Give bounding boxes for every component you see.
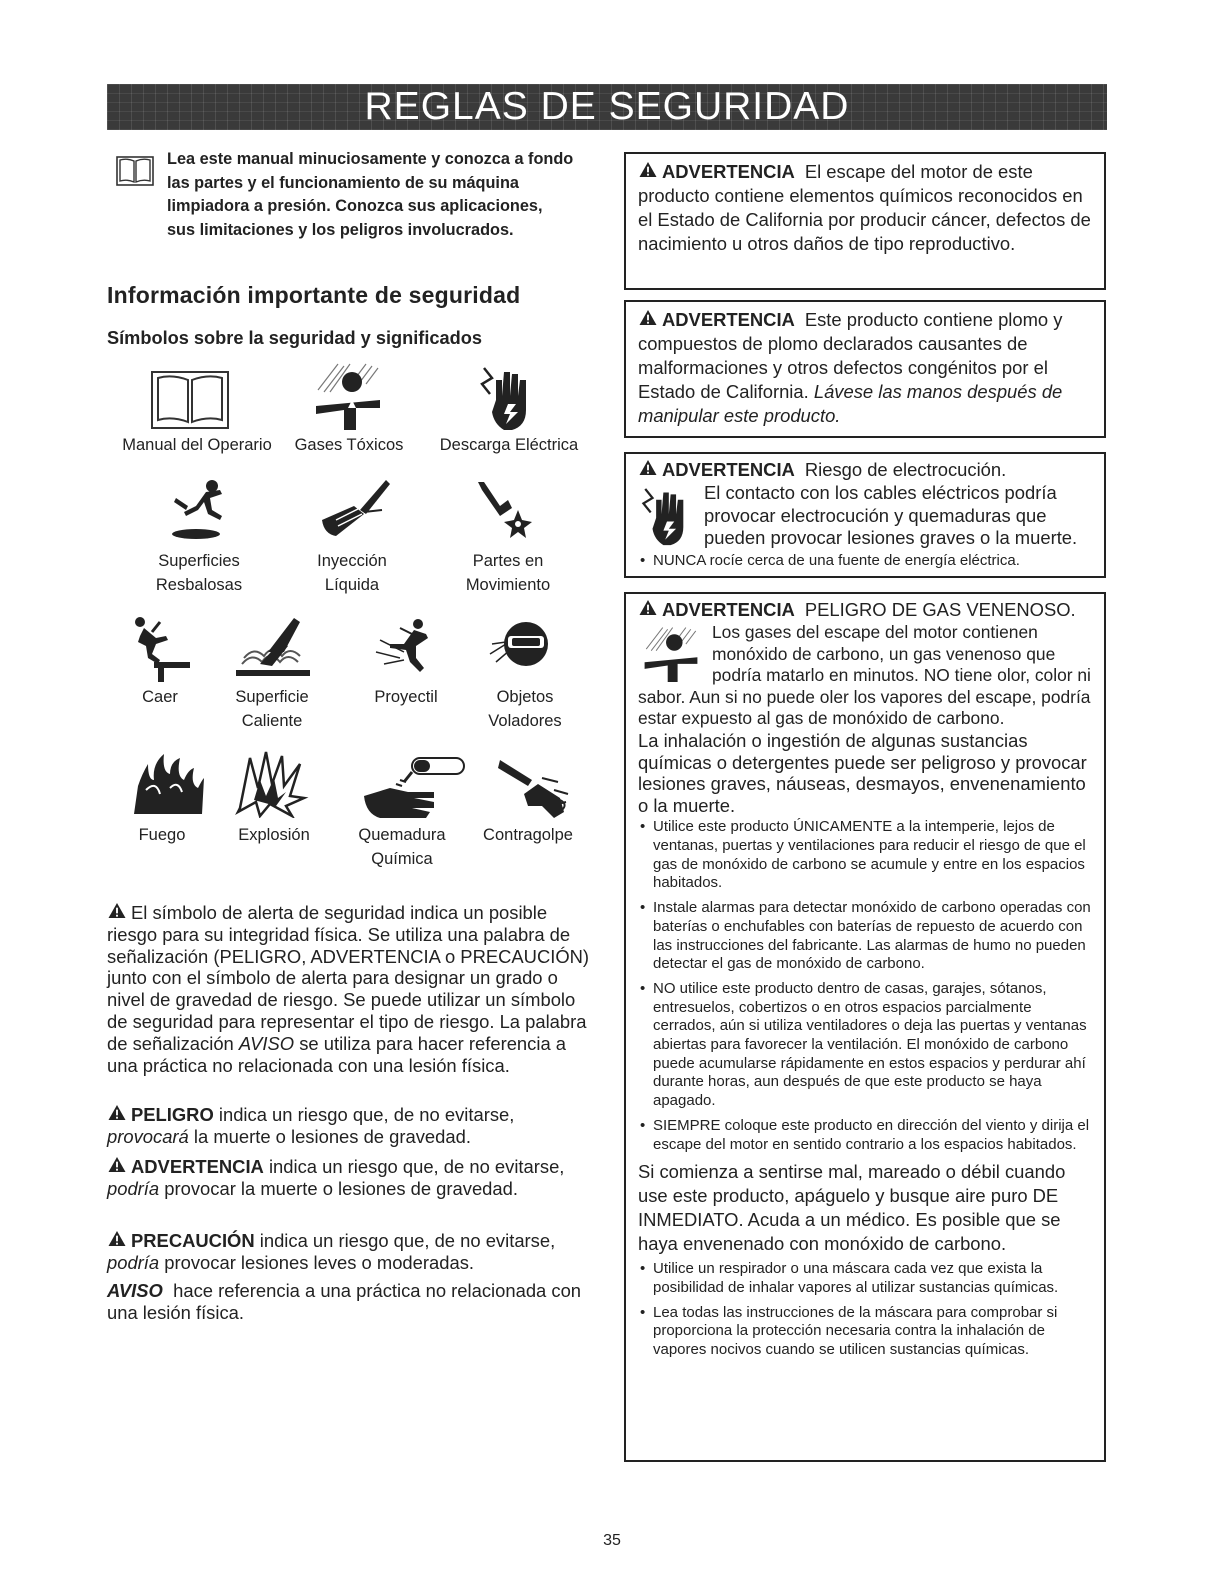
important-info-heading: Información importante de seguridad [107, 282, 521, 308]
explosion-icon [230, 748, 310, 823]
fall-icon [130, 612, 192, 687]
alert-symbol-paragraph: El símbolo de alerta de seguridad indica un posible riesgo para su integridad física. Se utiliza una palabra de señalización (PELIGRO, ADVERTENCIA o PRECAUCIÓN) junto con el símbolo de alerta para designar un grado o nivel de gravedad de riesgo. Se puede utilizar un símbolo de seguridad para representar el tipo de riesgo. La palabra de señalización AVISO se utiliza para hacer referencia a una práctica no relacionada con una lesión física. [107, 902, 590, 1076]
label-injection-2: Líquida [324, 576, 380, 594]
label-fire: Fuego [138, 826, 186, 844]
alert-triangle-icon [638, 309, 658, 326]
label-explosion: Explosión [238, 826, 310, 844]
hot-surface-icon [232, 612, 316, 685]
electrocution-text: El contacto con los cables eléctricos podría provocar electrocución y quemaduras que pueden provocar lesiones graves o la muerte. [704, 482, 1078, 549]
alert-triangle-icon [638, 599, 658, 616]
respirator-bullets [638, 1260, 1092, 1360]
list-item: • Utilice un respirador o una máscara cada vez que exista la posibilidad de inhalar vapores al utilizar sustancias químicas. [638, 1260, 1092, 1297]
alert-triangle-icon [638, 161, 658, 178]
warning-box-electrocution: ADVERTENCIA Riesgo de electrocución. El contacto con los cables eléctricos podría provocar electrocución y quemaduras que pueden provocar lesiones graves o la muerte. • NUNCA rocíe cerca de una fuente de energía eléctrica. [624, 452, 1106, 578]
list-item: • NUNCA rocíe cerca de una fuente de energía eléctrica. [638, 552, 1092, 571]
chemicals-text: La inhalación o ingestión de algunas sustancias químicas o detergentes puede ser peligroso y provocar lesiones graves, náuseas, desmayos, envenenamiento o la muerte. [638, 729, 1087, 816]
slippery-surface-icon [166, 476, 232, 547]
operator-manual-icon [150, 368, 230, 437]
symbols-heading: Símbolos sobre la seguridad y significados [107, 328, 482, 348]
label-flying-objects-1: Objetos [496, 688, 554, 706]
list-item: • NO utilice este producto dentro de casas, garajes, sótanos, entresuelos, cobertizos o en otros espacios parcialmente cerrados, aún si utiliza ventiladores o deja las puertas y ventanas abiertas para favorecer la ventilación. El monóxido de carbono puede acumularse rápidamente en estos espacios y perdurar ahí durante horas, aun después de que este producto se haya apagado. [638, 980, 1092, 1111]
alert-triangle-icon [107, 902, 127, 919]
alert-triangle-icon [107, 1230, 127, 1247]
advertencia-definition: ADVERTENCIA indica un riesgo que, de no evitarse, podría provocar la muerte o lesiones de gravedad. [107, 1156, 565, 1199]
label-kickback: Contragolpe [483, 826, 573, 844]
intro-block [115, 148, 575, 242]
label-operator-manual: Manual del Operario [122, 436, 272, 454]
label-flying-objects-2: Voladores [488, 712, 562, 730]
list-item: • Utilice este producto ÚNICAMENTE a la intemperie, lejos de ventanas, puertas y ventilaciones para reducir el riesgo de que el gas de monóxido de carbono se acumule y entre en los espacios habitados. [638, 818, 1092, 893]
label-moving-parts-1: Partes en [472, 552, 544, 570]
chemical-burn-icon [360, 752, 472, 827]
warning-box-lead: ADVERTENCIA Este producto contiene plomo y compuestos de plomo declarados causantes de malformaciones y otros defectos congénitos por el Estado de California. Lávese las manos después de manipular este producto. [624, 300, 1106, 438]
label-slippery-2: Resbalosas [155, 576, 243, 594]
label-toxic-gas: Gases Tóxicos [294, 436, 404, 454]
feel-sick-text: Si comienza a sentirse mal, mareado o débil cuando use este producto, apáguelo y busque aire puro DE INMEDIATO. Acuda a un médico. Es posible que se haya envenenado con monóxido de carbono. [638, 1161, 1066, 1255]
label-hot-surface-1: Superficie [235, 688, 309, 706]
poison-gas-text: Los gases del escape del motor contienen monóxido de carbono, un gas venenoso que podría matarlo en minutos. NO tiene olor, color ni sabor. Aun si no puede oler los vapores del escape, podría estar expuesto al gas de monóxido de carbono. [638, 622, 1091, 729]
label-moving-parts-2: Movimiento [465, 576, 551, 594]
title-banner [107, 84, 1107, 130]
alert-triangle-icon [638, 459, 658, 476]
label-hot-surface-2: Caliente [241, 712, 303, 730]
fire-icon [130, 750, 206, 821]
electrocution-bullets [638, 550, 1092, 571]
precaucion-definition: PRECAUCIÓN indica un riesgo que, de no evitarse, podría provocar lesiones leves o moderadas. [107, 1230, 556, 1273]
toxic-gas-icon [308, 360, 388, 437]
list-item: • Lea todas las instrucciones de la máscara para comprobar si proporciona la protección necesaria contra la inhalación de vapores nocivos cuando se utilicen sustancias químicas. [638, 1304, 1092, 1360]
label-electric-shock: Descarga Eléctrica [439, 436, 579, 454]
label-fall: Caer [142, 688, 178, 706]
electric-shock-icon [476, 364, 540, 439]
moving-parts-icon [474, 478, 540, 547]
label-chemical-burn-2: Química [371, 850, 433, 868]
list-item: • SIEMPRE coloque este producto en dirección del viento y dirija el escape del motor en sentido contrario a los espacios habitados. [638, 1117, 1092, 1154]
kickback-icon [498, 754, 570, 825]
label-injection-1: Inyección [317, 552, 387, 570]
flying-objects-icon [488, 614, 550, 681]
toxic-gas-icon [638, 624, 704, 684]
list-item: • Instale alarmas para detectar monóxido de carbono operadas con baterías o enchufables con baterías de repuesto de acuerdo con las instrucciones del fabricante. Las alarmas de humo no pueden detectar el gas de monóxido de carbono. [638, 899, 1092, 974]
liquid-injection-icon [316, 476, 394, 549]
page-number: 35 [603, 1532, 621, 1549]
poison-gas-bullets [638, 818, 1092, 1154]
electric-shock-icon [638, 484, 696, 550]
manual-book-icon [115, 148, 157, 242]
projectile-icon [370, 614, 440, 685]
warning-box-california-cancer: ADVERTENCIA El escape del motor de este producto contiene elementos químicos reconocidos en el Estado de California por producir cáncer, defectos de nacimiento u otros daños de tipo reproductivo. [624, 152, 1106, 290]
label-chemical-burn-1: Quemadura [358, 826, 446, 844]
aviso-definition: AVISO hace referencia a una práctica no relacionada con una lesión física. [107, 1280, 582, 1323]
alert-triangle-icon [107, 1104, 127, 1121]
label-projectile: Proyectil [374, 688, 438, 706]
warning-box-poison-gas: ADVERTENCIA PELIGRO DE GAS VENENOSO. Los gases del escape del motor contienen monóxido de carbono, un gas venenoso que podría matarlo en minutos. NO tiene olor, color ni sabor. Aun si no puede oler los vapores del escape, podría estar expuesto al gas de monóxido de carbono. La inhalación o ingestión de algunas sustancias químicas o detergentes puede ser peligroso y provocar lesiones graves, náuseas, desmayos, envenenamiento o la muerte. • Utilice este producto ÚNICAMENTE a la intemperie, lejos de ventanas, puertas y ventilaciones para reducir el riesgo de que el gas de monóxido de carbono se acumule y entre en los espacios habitados. • Instale alarmas para detectar monóxido de carbono operadas con baterías o enchufables con baterías de repuesto de acuerdo con las instrucciones del fabricante. Las alarmas de humo no pueden detectar el gas de monóxido de carbono. • NO utilice este producto dentro de casas, garajes, sótanos, entresuelos, cobertizos o en otros espacios parcialmente cerrados, aún si utiliza ventiladores o deja las puertas y ventanas abiertas para favorecer la ventilación. El monóxido de carbono puede acumularse rápidamente en estos espacios y perdurar ahí durante horas, aun después de que este producto se haya apagado. • SIEMPRE coloque este producto en dirección del viento y dirija el escape del motor en sentido contrario a los espacios habitados. Si comienza a sentirse mal, mareado o débil cuando use este producto, apáguelo y busque aire puro DE INMEDIATO. Acuda a un médico. Es posible que se haya envenenado con monóxido de carbono. • Utilice un respirador o una máscara cada vez que exista la posibilidad de inhalar vapores al utilizar sustancias químicas. • Lea todas las instrucciones de la máscara para comprobar si proporciona la protección necesaria contra la inhalación de vapores nocivos cuando se utilicen sustancias químicas. [624, 592, 1106, 1462]
label-slippery-1: Superficies [158, 552, 240, 570]
peligro-definition: PELIGRO indica un riesgo que, de no evitarse, provocará la muerte o lesiones de gravedad. [107, 1104, 515, 1147]
intro-text: Lea este manual minuciosamente y conozca a fondo las partes y el funcionamiento de su máquina limpiadora a presión. Conozca sus aplicaciones, sus limitaciones y los peligros involucrados. [167, 150, 574, 239]
alert-triangle-icon [107, 1156, 127, 1173]
page-title: REGLAS DE SEGURIDAD [364, 85, 850, 128]
